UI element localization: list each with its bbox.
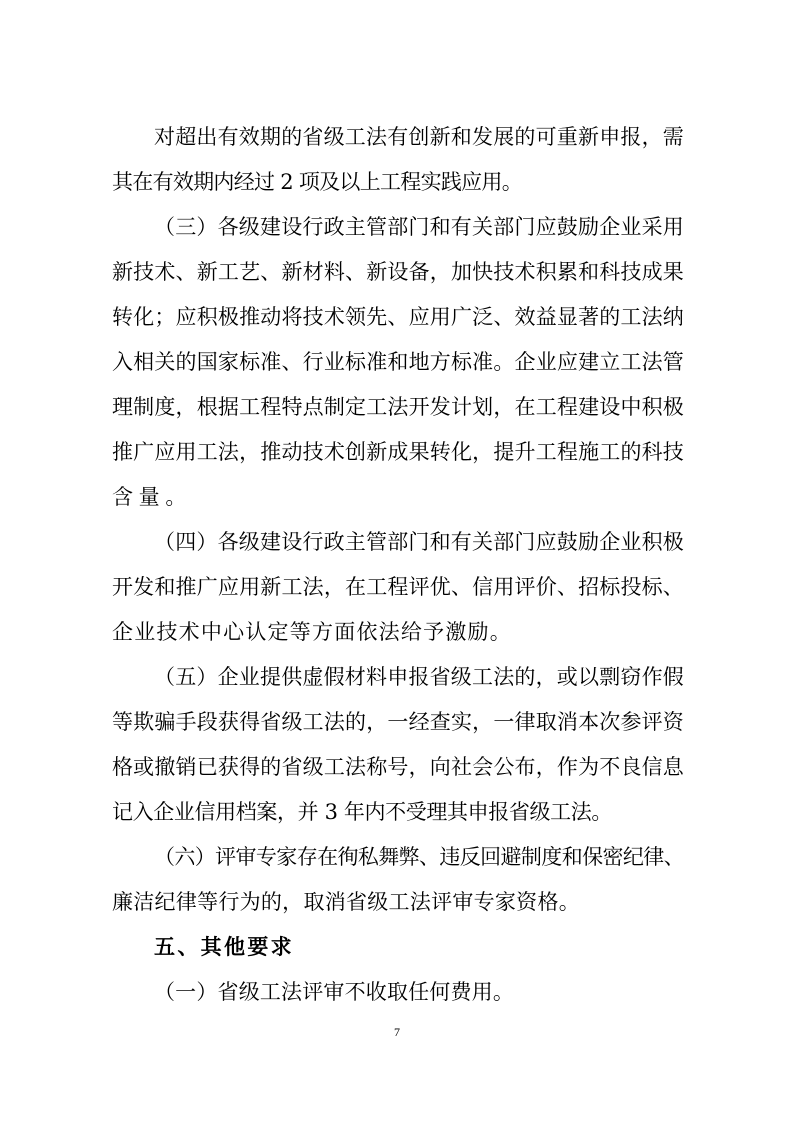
text-line: 等欺骗手段获得省级工法的，一经查实，一律取消本次参评资 [112, 710, 684, 734]
text-line: 转化；应积极推动将技术领先、应用广泛、效益显著的工法纳 [112, 305, 684, 329]
text-line: 推广应用工法，推动技术创新成果转化，提升工程施工的科技 [112, 440, 684, 464]
text-line: 对超出有效期的省级工法有创新和发展的可重新申报，需 [154, 125, 684, 149]
text-line: （三）各级建设行政主管部门和有关部门应鼓励企业采用 [154, 215, 684, 239]
text-line: 入相关的国家标准、行业标准和地方标准。企业应建立工法管 [112, 350, 684, 374]
text-line: 开发和推广应用新工法，在工程评优、信用评价、招标投标、 [112, 575, 684, 599]
page-number: 7 [394, 1025, 400, 1039]
text-line: 新技术、新工艺、新材料、新设备，加快技术积累和科技成果 [112, 260, 684, 284]
text-line: （五）企业提供虚假材料申报省级工法的，或以剽窃作假 [154, 665, 684, 689]
text-line: 理制度，根据工程特点制定工法开发计划，在工程建设中积极 [112, 395, 684, 419]
text-line: 含量。 [112, 485, 192, 509]
text-line: 记入企业信用档案，并 3 年内不受理其申报省级工法。 [112, 800, 612, 824]
text-line: 其在有效期内经过 2 项及以上工程实践应用。 [112, 170, 522, 194]
text-line: 格或撤销已获得的省级工法称号，向社会公布，作为不良信息 [112, 755, 684, 779]
text-line: （六）评审专家存在徇私舞弊、违反回避制度和保密纪律、 [154, 845, 684, 869]
section-heading: 五、其他要求 [154, 934, 294, 959]
text-line: （一）省级工法评审不收取任何费用。 [154, 980, 514, 1004]
text-line: 企业技术中心认定等方面依法给予激励。 [112, 620, 512, 644]
text-line: 廉洁纪律等行为的，取消省级工法评审专家资格。 [112, 890, 580, 914]
text-line: （四）各级建设行政主管部门和有关部门应鼓励企业积极 [154, 530, 684, 554]
